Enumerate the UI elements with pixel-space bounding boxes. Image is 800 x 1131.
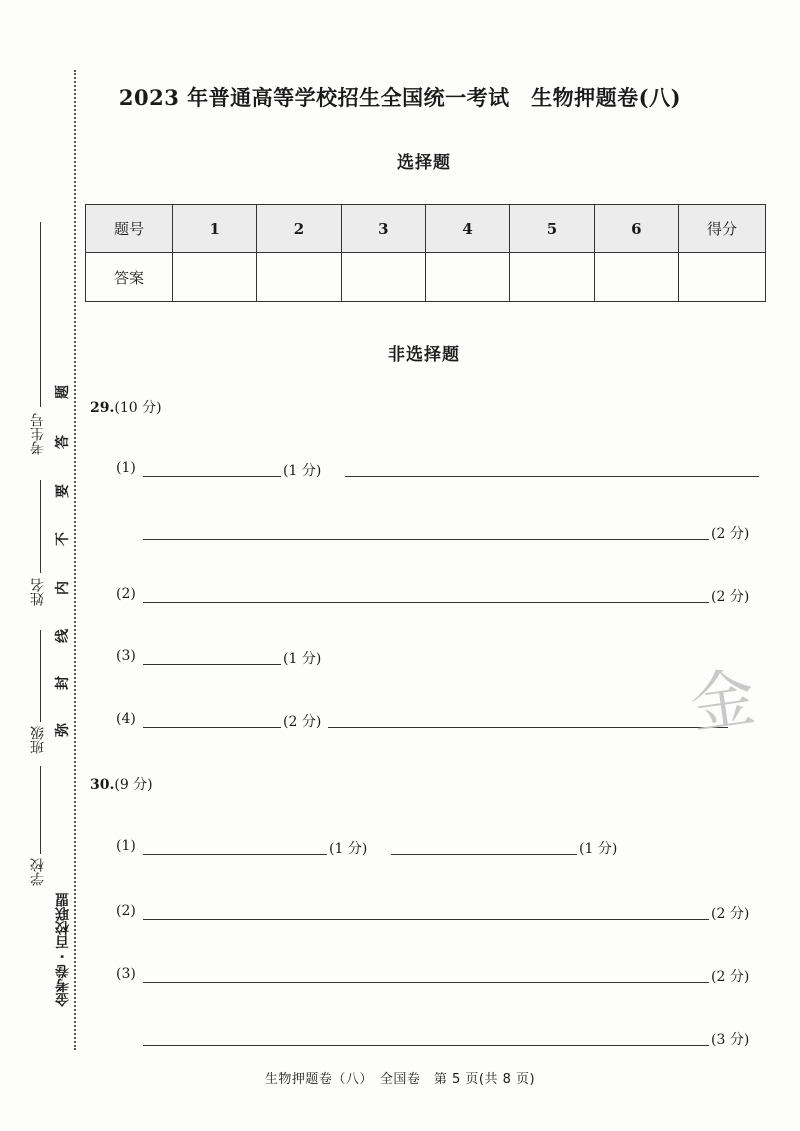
part-label: (1) <box>116 460 136 476</box>
answer-blank[interactable] <box>143 476 281 477</box>
seal-char: 不 <box>55 532 71 546</box>
question-number: 30. <box>90 777 115 793</box>
answer-table-header-row <box>86 205 766 253</box>
answer-blank[interactable] <box>328 727 728 728</box>
part-points: (1 分) <box>283 463 322 479</box>
question-number-cell: 5 <box>510 205 594 253</box>
seal-char: 要 <box>55 484 71 498</box>
part-points: (1 分) <box>579 841 618 857</box>
question-number: 29. <box>90 400 115 416</box>
answer-label: 答案 <box>86 253 173 302</box>
answer-blank[interactable] <box>345 476 759 477</box>
part-label: (3) <box>116 648 136 664</box>
part-label: (2) <box>116 903 136 919</box>
answer-cell[interactable] <box>341 253 425 302</box>
seal-char: 题 <box>55 385 71 399</box>
part-label: (1) <box>116 838 136 854</box>
question-number-label: 题号 <box>86 205 173 253</box>
seal-char: 答 <box>55 435 71 449</box>
part-label: (2) <box>116 586 136 602</box>
name-field[interactable] <box>40 480 41 573</box>
class-field[interactable] <box>40 630 41 722</box>
answer-cell[interactable] <box>510 253 594 302</box>
answer-blank[interactable] <box>143 539 709 540</box>
answer-table <box>85 204 766 302</box>
question-number-cell: 1 <box>173 205 257 253</box>
answer-cell[interactable] <box>257 253 341 302</box>
part-points: (1 分) <box>329 841 368 857</box>
binding-dotted-line <box>74 70 76 1050</box>
question-number-cell: 6 <box>594 205 678 253</box>
seal-char: 内 <box>55 581 71 595</box>
page-footer: 生物押题卷（八） 全国卷 第 5 页(共 8 页) <box>264 1072 536 1087</box>
choice-section-heading: 选择题 <box>397 153 451 173</box>
part-points: (2 分) <box>711 589 750 605</box>
answer-blank[interactable] <box>143 982 709 983</box>
name-label: 姓名 <box>30 578 46 606</box>
answer-cell[interactable] <box>173 253 257 302</box>
answer-cell[interactable] <box>425 253 509 302</box>
question-points: (10 分) <box>114 400 162 416</box>
answer-blank[interactable] <box>143 919 709 920</box>
question-29-header <box>90 397 162 417</box>
brand-label: 金考卷 · 百校联盟 <box>55 893 71 1007</box>
answer-blank[interactable] <box>143 1045 709 1046</box>
seal-char: 线 <box>55 629 71 643</box>
answer-blank[interactable] <box>143 664 281 665</box>
part-points: (2 分) <box>283 714 322 730</box>
part-points: (2 分) <box>711 969 750 985</box>
class-label: 班级 <box>30 726 46 754</box>
answer-cell[interactable] <box>594 253 678 302</box>
question-30-header <box>90 774 153 794</box>
seal-char: 弥 <box>55 723 71 737</box>
nonchoice-section-heading: 非选择题 <box>388 345 460 365</box>
page-title: 2023 年普通高等学校招生全国统一考试 生物押题卷(八) <box>118 85 682 110</box>
answer-blank[interactable] <box>143 727 281 728</box>
part-label: (3) <box>116 966 136 982</box>
part-points: (3 分) <box>711 1032 750 1048</box>
part-label: (4) <box>116 711 136 727</box>
school-field[interactable] <box>40 766 41 854</box>
student-id-field[interactable] <box>40 222 41 407</box>
question-number-cell: 3 <box>341 205 425 253</box>
watermark-logo: 金 <box>685 660 760 744</box>
answer-blank[interactable] <box>143 602 709 603</box>
score-label: 得分 <box>679 205 766 253</box>
student-id-label: 考生号 <box>30 413 46 455</box>
part-points: (2 分) <box>711 526 750 542</box>
answer-blank[interactable] <box>143 854 327 855</box>
answer-table-answer-row <box>86 253 766 302</box>
question-points: (9 分) <box>114 777 153 793</box>
school-label: 学校 <box>30 858 46 886</box>
score-cell[interactable] <box>679 253 766 302</box>
question-number-cell: 4 <box>425 205 509 253</box>
question-number-cell: 2 <box>257 205 341 253</box>
answer-blank[interactable] <box>391 854 577 855</box>
part-points: (1 分) <box>283 651 322 667</box>
part-points: (2 分) <box>711 906 750 922</box>
seal-char: 封 <box>55 676 71 690</box>
